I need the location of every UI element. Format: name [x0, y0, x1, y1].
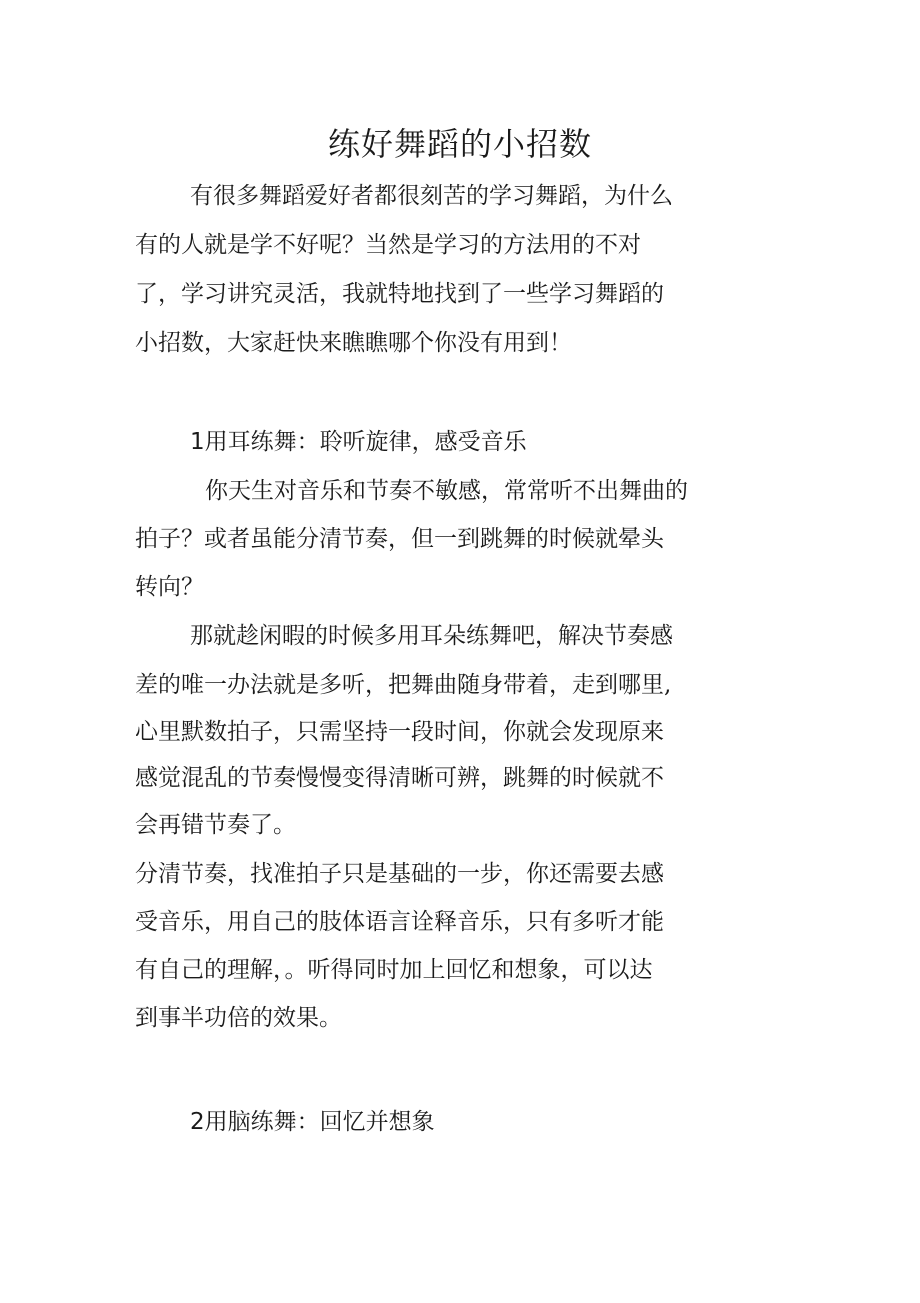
section-2-heading: 2用脑练舞：回忆并想象 [190, 1109, 435, 1135]
section-1-p1-line-2: 拍子？或者虽能分清节奏，但一到跳舞的时候就晕头 [135, 526, 664, 552]
intro-line-4: 小招数，大家赶快来瞧瞧哪个你没有用到！ [135, 330, 572, 356]
section-1-heading: 1用耳练舞：聆听旋律，感受音乐 [190, 429, 527, 455]
section-1-p2-line-5: 会再错节奏了。 [135, 812, 296, 838]
section-1-p1-line-3: 转向？ [135, 574, 204, 600]
section-1-p1-line-1: 你天生对音乐和节奏不敏感，常常听不出舞曲的 [205, 478, 688, 504]
section-1-p2-line-3: 心里默数拍子，只需坚持一段时间，你就会发现原来 [135, 719, 664, 745]
section-1-p3-line-1: 分清节奏，找准拍子只是基础的一步，你还需要去感 [135, 861, 664, 887]
section-1-p2-line-2: 差的唯一办法就是多听，把舞曲随身带着，走到哪里, [135, 672, 672, 698]
document-title: 练好舞蹈的小招数 [327, 125, 592, 163]
section-1-p3-line-4: 到事半功倍的效果。 [135, 1005, 342, 1031]
section-1-p3-line-2: 受音乐，用自己的肢体语言诠释音乐，只有多听才能 [135, 909, 664, 935]
section-1-p3-line-3: 有自己的理解，。听得同时加上回忆和想象，可以达 [135, 957, 653, 983]
intro-line-1: 有很多舞蹈爱好者都很刻苦的学习舞蹈，为什么 [190, 183, 673, 209]
section-1-p2-line-4: 感觉混乱的节奏慢慢变得清晰可辨，跳舞的时候就不 [135, 765, 664, 791]
intro-line-3: 了，学习讲究灵活，我就特地找到了一些学习舞蹈的 [135, 281, 664, 307]
section-1-p2-line-1: 那就趁闲暇的时候多用耳朵练舞吧，解决节奏感 [190, 623, 673, 649]
intro-line-2: 有的人就是学不好呢？当然是学习的方法用的不对 [135, 232, 641, 258]
